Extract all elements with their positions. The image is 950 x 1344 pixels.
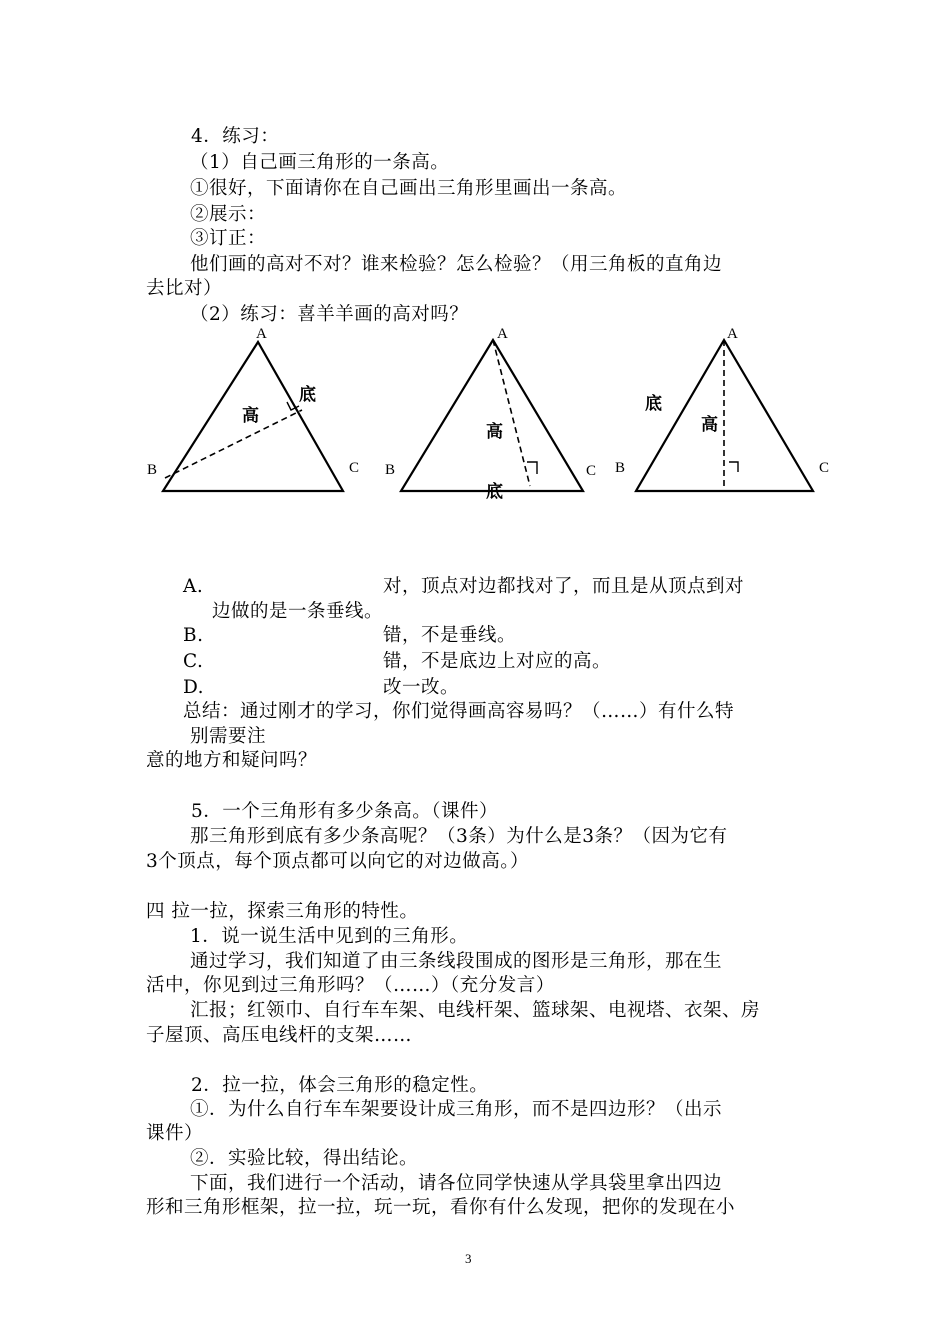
fig3-vertex-a: A	[727, 326, 738, 342]
exercise-1-title: （1）自己画三角形的一条高。	[190, 152, 450, 173]
section-4-activity-cont: 形和三角形框架，拉一拉，玩一玩，看你有什么发现，把你的发现在小	[146, 1197, 736, 1218]
fig1-vertex-b: B	[147, 462, 158, 478]
exercise-1-step-2: ②展示：	[190, 204, 267, 225]
section-4-report: 汇报；红领巾、自行车车架、电线杆架、篮球架、电视塔、衣架、房	[190, 1000, 761, 1021]
triangle-1-dashed-height	[165, 410, 302, 478]
fig3-height-label: 高	[701, 415, 718, 435]
fig1-height-label: 高	[242, 406, 259, 426]
exercise-2-title: （2）练习：喜羊羊画的高对吗？	[190, 304, 469, 325]
section-4-para-1-cont: 活中，你见到过三角形吗？（……）（充分发言）	[146, 975, 555, 996]
triangle-figures	[0, 320, 950, 500]
summary-line-1: 总结：通过刚才的学习，你们觉得画高容易吗？（……）有什么特	[183, 701, 735, 722]
fig3-vertex-c: C	[819, 460, 830, 476]
option-b-text: 错，不是垂线。	[383, 625, 517, 646]
section-5-line-2: 那三角形到底有多少条高呢？（3条）为什么是3条？（因为它有	[190, 826, 728, 847]
section-5-line-3: 3个顶点，每个顶点都可以向它的对边做高。）	[146, 851, 530, 872]
section-4-question: ①．为什么自行车车架要设计成三角形，而不是四边形？（出示	[190, 1099, 723, 1120]
summary-line-3: 意的地方和疑问吗？	[146, 750, 318, 771]
section-4-heading: 四 拉一拉，探索三角形的特性。	[146, 901, 419, 922]
fig2-vertex-b: B	[385, 462, 396, 478]
fig3-base-label: 底	[645, 394, 662, 414]
section-4-item-2: 2．拉一拉，体会三角形的稳定性。	[191, 1075, 489, 1096]
option-a-text: 对，顶点对边都找对了，而且是从顶点到对	[383, 576, 745, 597]
fig3-vertex-b: B	[615, 460, 626, 476]
fig2-height-label: 高	[486, 422, 503, 442]
exercise-1-step-3: ③订正：	[190, 228, 267, 249]
option-a-text-cont: 边做的是一条垂线。	[212, 601, 384, 622]
fig2-base-label: 底	[486, 482, 503, 502]
section-4-report-cont: 子屋顶、高压电线杆的支架……	[146, 1025, 413, 1046]
triangle-2-right-angle-mark	[527, 462, 537, 474]
option-d-label: D.	[183, 677, 205, 698]
section-4-para-1: 通过学习，我们知道了由三条线段围成的图形是三角形，那在生	[190, 951, 723, 972]
option-c-text: 错，不是底边上对应的高。	[383, 651, 612, 672]
section-4-question-cont: 课件）	[146, 1123, 204, 1144]
exercise-1-step-1: ①很好，下面请你在自己画出三角形里画出一条高。	[190, 178, 628, 199]
triangle-2-outline	[401, 340, 583, 491]
triangle-2-dashed-height	[493, 340, 530, 486]
check-question-cont: 去比对）	[146, 278, 223, 299]
fig1-base-label: 底	[299, 385, 316, 405]
section-4-item-1: 1．说一说生活中见到的三角形。	[190, 926, 469, 947]
fig1-vertex-a: A	[256, 326, 267, 342]
exercise-heading: 4．练习：	[191, 126, 280, 147]
section-4-activity: 下面，我们进行一个活动，请各位同学快速从学具袋里拿出四边	[190, 1173, 723, 1194]
section-5-title: 5．一个三角形有多少条高。（课件）	[191, 801, 499, 822]
option-c-label: C.	[183, 651, 204, 672]
summary-line-2: 别需要注	[190, 726, 267, 747]
fig2-vertex-a: A	[497, 326, 508, 342]
triangle-figure-2	[401, 340, 583, 491]
check-question: 他们画的高对不对？谁来检验？怎么检验？（用三角板的直角边	[190, 254, 723, 275]
section-4-experiment: ②．实验比较，得出结论。	[190, 1148, 419, 1169]
fig2-vertex-c: C	[586, 463, 597, 479]
option-d-text: 改一改。	[383, 677, 460, 698]
triangle-figure-3	[636, 340, 813, 491]
page-number: 3	[465, 1251, 472, 1266]
option-b-label: B.	[183, 625, 204, 646]
fig1-vertex-c: C	[349, 460, 360, 476]
option-a-label: A.	[183, 576, 204, 597]
triangle-3-right-angle-mark	[729, 462, 738, 472]
